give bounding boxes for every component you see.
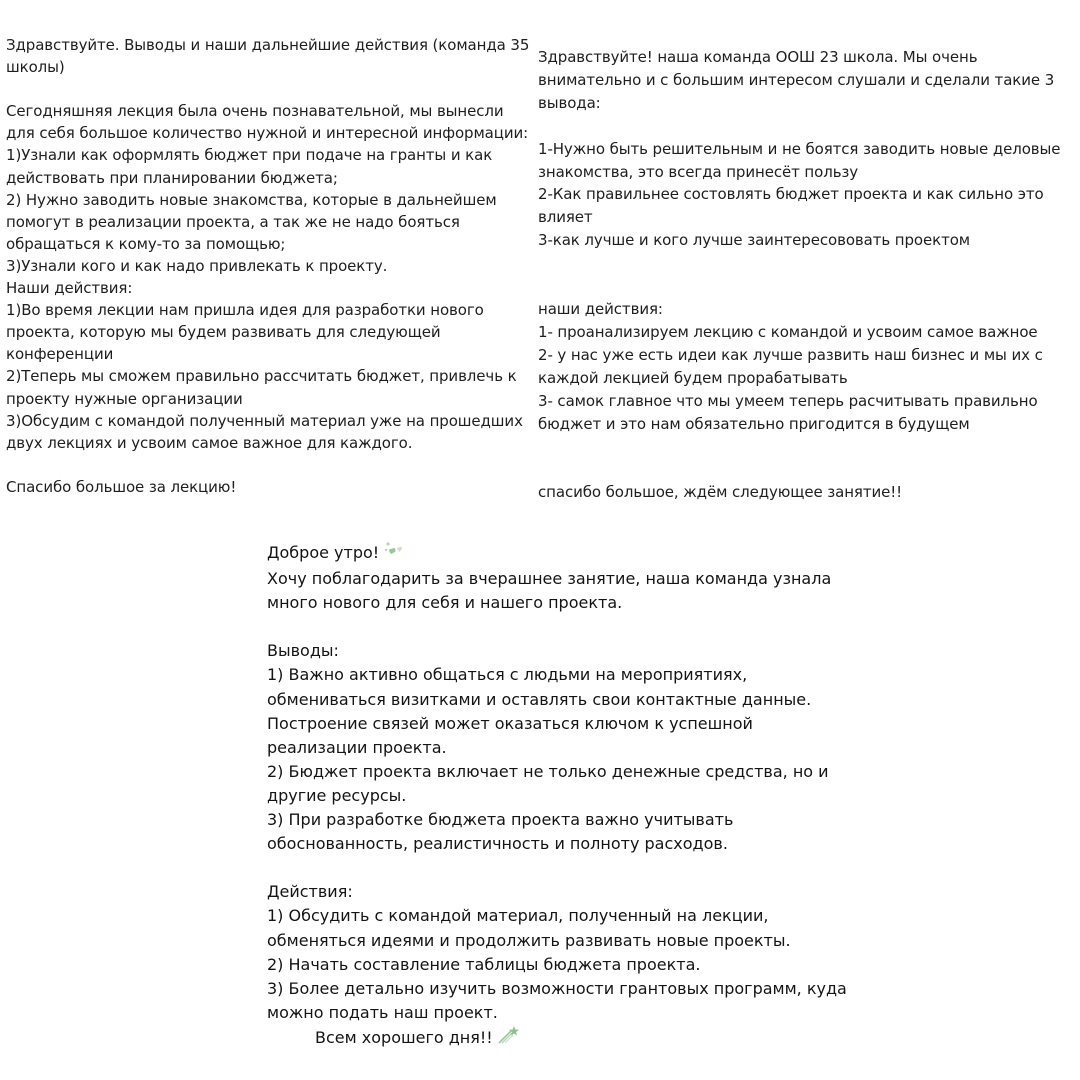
- greeting-text: Доброе утро!: [267, 543, 380, 563]
- sign-off-text: Всем хорошего дня!!: [315, 1027, 493, 1047]
- message-right-text: Здравствуйте! наша команда ООШ 23 школа. Мы очень внимательно и с большим интересом слушали и сделали такие 3 вывода: 1-Нужно быть решительным и не боятся заводить новые деловые знакомства, это всегда принесёт пользу 2-Как правильнее состовлять бюджет проекта и как сильно это влияет 3-как лучше и кого лучше заинтересововать проектом наши действия: 1- проанализируем лекцию с командой и усвоим самое важное 2- у нас уже есть идеи как лучше развить наш бизнес и мы их с каждой лекцией будем прорабатывать 3- самок главное что мы умеем теперь расчитывать правильно бюджет и это нам обязательно пригодится в будущем спасибо большое, ждём следующее занятие!!: [538, 48, 1061, 502]
- message-left-text: Здравствуйте. Выводы и наши дальнейшие действия (команда 35 школы) Сегодняшняя лекция была очень познавательной, мы вынесли для себя большое количество нужной и интересной информации: 1)Узнали как оформлять бюджет при подаче на гранты и как действовать при планировании бюджета; 2) Нужно заводить новые знакомства, которые в дальнейшем помогут в реализации проекта, а так же не надо бояться обращаться к кому-то за помощью; 3)Узнали кого и как надо привлекать к проекту. Наши действия: 1)Во время лекции нам пришла идея для разработки нового проекта, которую мы будем развивать для следующей конференции 2)Теперь мы сможем правильно рассчитать бюджет, привлечь к проекту нужные организации 3)Обсудим с командой полученный материал уже на прошедших двух лекциях и усвоим самое важное для каждого. Спасибо большое за лекцию!: [6, 36, 530, 496]
- greeting-line: [267, 543, 405, 562]
- shooting-star-icon: [497, 1025, 521, 1052]
- message-right: [538, 46, 1078, 504]
- bottom-body-text: Хочу поблагодарить за вчерашнее занятие, наша команда узнала много нового для себя и нашего проекта. Выводы: 1) Важно активно общаться с людьми на мероприятиях, обмениваться визитками и оставлять свои контактные данные. Построение связей может оказаться ключом к успешной реализации проекта. 2) Бюджет проекта включает не только денежные средства, но и другие ресурсы. 3) При разработке бюджета проекта важно учитывать обоснованность, реалистичность и полноту расходов. Действия: 1) Обсудить с командой материал, полученный на лекции, обменяться идеями и продолжить развивать новые проекты. 2) Начать составление таблицы бюджета проекта. 3) Более детально изучить возможности грантовых программ, куда можно подать наш проект.: [267, 569, 847, 1022]
- sparkle-heart-icon: [383, 540, 405, 567]
- message-bottom: [267, 540, 847, 1052]
- sign-off-line: [267, 1025, 847, 1052]
- message-left: [6, 34, 536, 498]
